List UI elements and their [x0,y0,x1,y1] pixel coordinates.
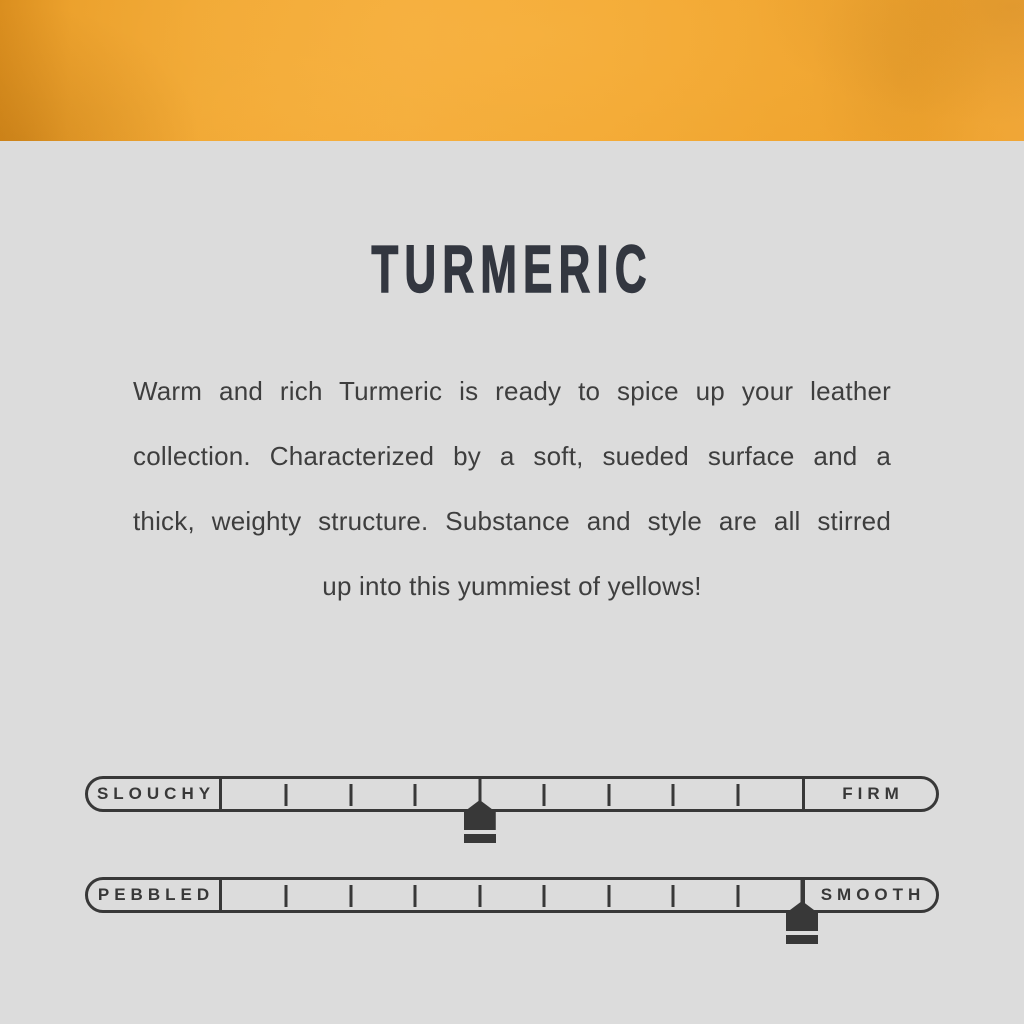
scale-left-label: SLOUCHY [96,784,216,803]
color-title: TURMERIC [371,232,653,307]
tick-mark [478,784,481,806]
tick-mark [543,885,546,907]
description-line: up into this yummiest of yellows! [322,571,702,601]
tick-mark [414,784,417,806]
description-line: Warm and rich Turmeric is ready to spice up your leather [133,376,891,406]
tick-mark [736,784,739,806]
scale-right-label: FIRM [842,784,904,803]
structure-scale [85,776,939,812]
scale-left-compartment [88,779,222,809]
tick-mark [736,885,739,907]
marker-underline-icon [464,834,496,843]
scale-pill [85,776,939,812]
marker-needle-icon [801,880,804,903]
scale-left-compartment [88,880,222,910]
tick-mark [414,885,417,907]
description-line: thick, weighty structure. Substance and style are all stirred [133,506,891,536]
scale-left-label: PEBBLED [97,885,215,904]
tick-mark [607,784,610,806]
position-marker [786,880,818,944]
tick-mark [672,885,675,907]
tick-mark [349,885,352,907]
scale-track [222,880,802,910]
color-description [133,359,891,619]
tick-mark [349,784,352,806]
tick-mark [607,885,610,907]
tick-mark [285,784,288,806]
tick-mark [285,885,288,907]
scale-right-label: SMOOTH [820,885,926,904]
marker-arrow-icon [786,901,818,931]
scale-right-compartment [802,880,936,910]
surface-scale [85,877,939,913]
tick-mark [543,784,546,806]
description-line: collection. Characterized by a soft, sueded surface and a [133,441,891,471]
scale-track [222,779,802,809]
tick-mark [478,885,481,907]
scale-right-compartment [802,779,936,809]
scale-pill [85,877,939,913]
tick-mark [672,784,675,806]
marker-underline-icon [786,935,818,944]
leather-texture-photo [0,0,1024,141]
